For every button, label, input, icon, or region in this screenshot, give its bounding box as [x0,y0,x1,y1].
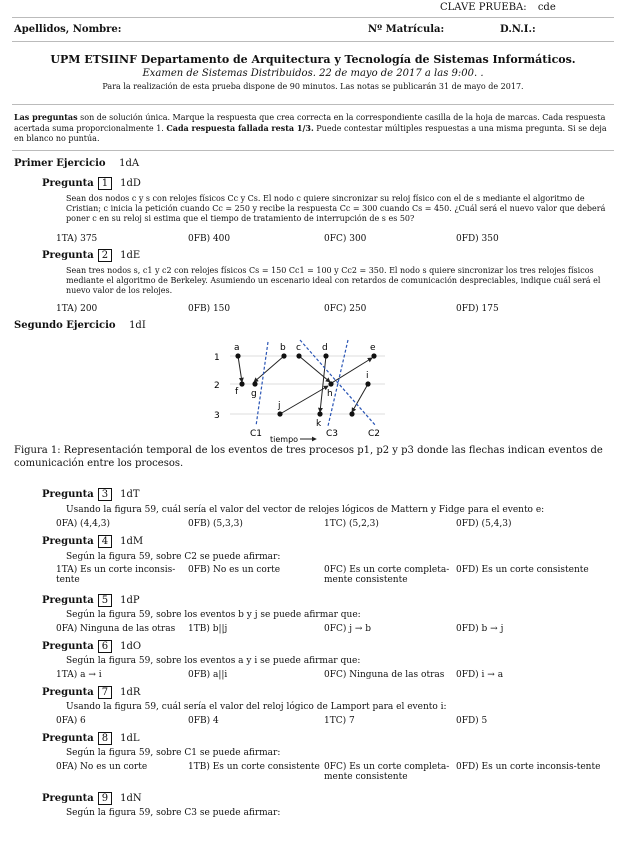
event-l [349,411,354,416]
event-d [323,353,328,358]
instructions-lead: Las preguntas [14,112,78,122]
figure-caption: Figura 1: Representación temporal de los eventos de tres procesos p1, p2 y p3 donde las flechas indican eventos de comunicación entre los procesos. [14,445,603,469]
question-9-number: 9 [98,792,112,805]
event-d-label: d [322,343,328,353]
question-5-code: 1dP [120,595,140,606]
question-3-number: 3 [98,488,112,501]
header-rule-bottom [12,41,614,42]
question-3-option-b[interactable]: 0FB) (5,3,3) [188,519,243,529]
question-1-code: 1dD [120,178,141,189]
question-8-option-d[interactable]: 0FD) Es un corte inconsis-tente [456,762,601,772]
question-4-option-b[interactable]: 0FB) No es un corte [188,565,281,575]
process-3-label: 3 [214,411,220,421]
apellidos-label: Apellidos, Nombre: [14,24,122,35]
question-6-number: 6 [98,640,112,653]
event-e [371,353,376,358]
header-rule-top [12,17,614,18]
title-rule [12,104,614,105]
question-5-text: Según la figura 59, sobre los eventos b y j se puede afirmar que: [66,610,361,620]
question-3-heading [42,488,140,501]
question-9-label: Pregunta [42,793,94,804]
question-7-code: 1dR [120,687,141,698]
question-7-option-d[interactable]: 0FD) 5 [456,716,488,726]
question-3-label: Pregunta [42,489,94,500]
question-8-label: Pregunta [42,733,94,744]
question-1-number: 1 [98,177,112,190]
question-2-code: 1dE [120,250,141,261]
question-2-option-c[interactable]: 0FC) 250 [324,304,367,314]
event-f [239,381,244,386]
question-4-label: Pregunta [42,536,94,547]
question-2-option-d[interactable]: 0FD) 175 [456,304,499,314]
question-6-option-a[interactable]: 1TA) a → i [56,670,102,680]
event-b-label: b [280,343,286,353]
question-2-option-a[interactable]: 1TA) 200 [56,304,98,314]
question-7-label: Pregunta [42,687,94,698]
question-6-text: Según la figura 59, sobre los eventos a y i se puede afirmar que: [66,656,361,666]
question-4-heading [42,535,143,548]
question-5-number: 5 [98,594,112,607]
cut-c2-line [300,340,376,426]
event-j-label: j [278,401,281,411]
clave-prueba [440,2,556,13]
process-2-label: 2 [214,381,220,391]
question-2-label: Pregunta [42,250,94,261]
question-7-option-b[interactable]: 0FB) 4 [188,716,219,726]
cut-c3-label: C3 [326,429,339,439]
question-5-option-d[interactable]: 0FD) b → j [456,624,504,634]
event-b [281,353,286,358]
question-4-option-a[interactable]: 1TA) Es un corte inconsis-tente [56,565,176,585]
question-7-text: Usando la figura 59, cuál sería el valor del reloj lógico de Lamport para el evento i: [66,702,447,712]
event-k-label: k [316,419,322,429]
question-3-option-c[interactable]: 1TC) (5,2,3) [324,519,379,529]
question-8-option-b[interactable]: 1TB) Es un corte consistente [188,762,320,772]
question-5-heading [42,594,140,607]
message-b-g [254,356,284,382]
question-4-code: 1dM [120,536,144,547]
question-8-heading [42,732,140,745]
question-7-option-a[interactable]: 0FA) 6 [56,716,86,726]
instructions-text-1: son de solución única. Marque la respuesta que crea correcta en la correspondiente casilla de la hoja de marcas. Cada respuesta acertada suma proporcionalmente 1. [14,113,606,133]
dni-label: D.N.I.: [500,24,536,35]
exercise-1-heading [14,158,139,169]
time-axis-label: tiempo [270,435,299,444]
question-6-option-b[interactable]: 0FB) a||i [188,670,228,680]
event-g [252,381,257,386]
timeline-figure [200,334,410,444]
question-7-heading [42,686,140,699]
event-c [296,353,301,358]
event-c-label: c [296,343,301,353]
exam-subtitle: Examen de Sistemas Distribuidos. 22 de mayo de 2017 a las 9:00. . [142,68,484,79]
question-4-option-c[interactable]: 0FC) Es un corte completa-mente consistente [324,565,450,585]
question-9-text: Según la figura 59, sobre C3 se puede afirmar: [66,808,281,818]
event-h [328,381,333,386]
question-2-text: Sean tres nodos s, c1 y c2 con relojes físicos Cs = 150 Cc1 = 100 y Cc2 = 350. El nodo s quiere sincronizar los tres relojes físicos mediante el algoritmo de Berkeley. Asumiendo un escenario ideal con retardos de comunicación despreciables, indique cuál será el nuevo valor de los relojes. [66,266,601,295]
message-a-f [238,356,242,382]
question-6-option-c[interactable]: 0FC) Ninguna de las otras [324,670,445,680]
question-1-heading [42,177,141,190]
instructions-text-2: Puede contestar múltiples respuestas a una misma pregunta. Si se deja en blanco no puntúa. [14,124,607,143]
question-2-option-b[interactable]: 0FB) 150 [188,304,231,314]
question-3-option-a[interactable]: 0FA) (4,4,3) [56,519,110,529]
exam-department-title: UPM ETSIINF Departamento de Arquitectura y Tecnología de Sistemas Informáticos. [50,53,576,66]
question-8-option-c[interactable]: 0FC) Es un corte completa-mente consistente [324,762,450,782]
question-6-heading [42,640,141,653]
question-3-text: Usando la figura 59, cuál sería el valor del vector de relojes lógicos de Mattern y Fidge para el evento e: [66,505,545,515]
instructions-rule [12,150,614,151]
exercise-2-label: Segundo Ejercicio [14,320,116,331]
instructions-bold: Cada respuesta fallada resta 1/3. [166,123,314,133]
exercise-1-label: Primer Ejercicio [14,158,106,169]
question-6-label: Pregunta [42,641,94,652]
question-1-option-b[interactable]: 0FB) 400 [188,234,231,244]
question-3-code: 1dT [120,489,140,500]
instructions [14,112,612,144]
exercise-2-code: 1dI [129,320,146,331]
cut-c2-label: C2 [368,429,381,439]
event-f-label: f [235,387,239,397]
question-1-option-d[interactable]: 0FD) 350 [456,234,499,244]
event-i [365,381,370,386]
event-i-label: i [366,371,369,381]
event-a-label: a [234,343,240,353]
question-2-number: 2 [98,249,112,262]
question-5-option-c[interactable]: 0FC) j → b [324,624,372,634]
event-g-label: g [251,389,257,399]
question-2-heading [42,249,140,262]
matricula-label: Nº Matrícula: [368,24,445,35]
cut-c1-label: C1 [250,429,263,439]
question-4-text: Según la figura 59, sobre C2 se puede afirmar: [66,552,281,562]
exercise-1-code: 1dA [119,158,140,169]
question-4-option-d[interactable]: 0FD) Es un corte consistente [456,565,589,575]
question-1-option-c[interactable]: 0FC) 300 [324,234,367,244]
event-k [317,411,322,416]
question-1-option-a[interactable]: 1TA) 375 [56,234,98,244]
question-6-option-d[interactable]: 0FD) i → a [456,670,504,680]
exercise-2-heading [14,320,146,331]
question-8-text: Según la figura 59, sobre C1 se puede afirmar: [66,748,281,758]
question-8-number: 8 [98,732,112,745]
event-j [277,411,282,416]
question-6-code: 1dO [120,641,142,652]
clave-value: cde [537,2,556,13]
event-h-label: h [327,389,333,399]
exam-duration-note: Para la realización de esta prueba dispone de 90 minutos. Las notas se publicarán 31 de mayo de 2017. [102,82,524,91]
question-9-code: 1dN [120,793,142,804]
question-8-option-a[interactable]: 0FA) No es un corte [56,762,148,772]
question-4-number: 4 [98,535,112,548]
event-a [235,353,240,358]
question-5-option-a[interactable]: 0FA) Ninguna de las otras [56,624,176,634]
question-1-text: Sean dos nodos c y s con relojes físicos Cc y Cs. El nodo c quiere sincronizar su reloj físico con el de s mediante el algoritmo de Cristian; c inicia la petición cuando Cc = 250 y recibe la respuesta Cc = 300 cuando Cs = 450. ¿Cuál será el nuevo valor que deberá poner c en su reloj si estima que el tiempo de tratamiento de interrupción de s es 50? [66,194,606,223]
process-1-label: 1 [214,353,220,363]
question-3-option-d[interactable]: 0FD) (5,4,3) [456,519,512,529]
event-e-label: e [370,343,376,353]
question-8-code: 1dL [120,733,140,744]
question-1-label: Pregunta [42,178,94,189]
clave-label: CLAVE PRUEBA: [440,2,527,13]
question-7-option-c[interactable]: 1TC) 7 [324,716,355,726]
question-7-number: 7 [98,686,112,699]
question-5-label: Pregunta [42,595,94,606]
question-5-option-b[interactable]: 1TB) b||j [188,624,228,634]
question-9-heading [42,792,142,805]
